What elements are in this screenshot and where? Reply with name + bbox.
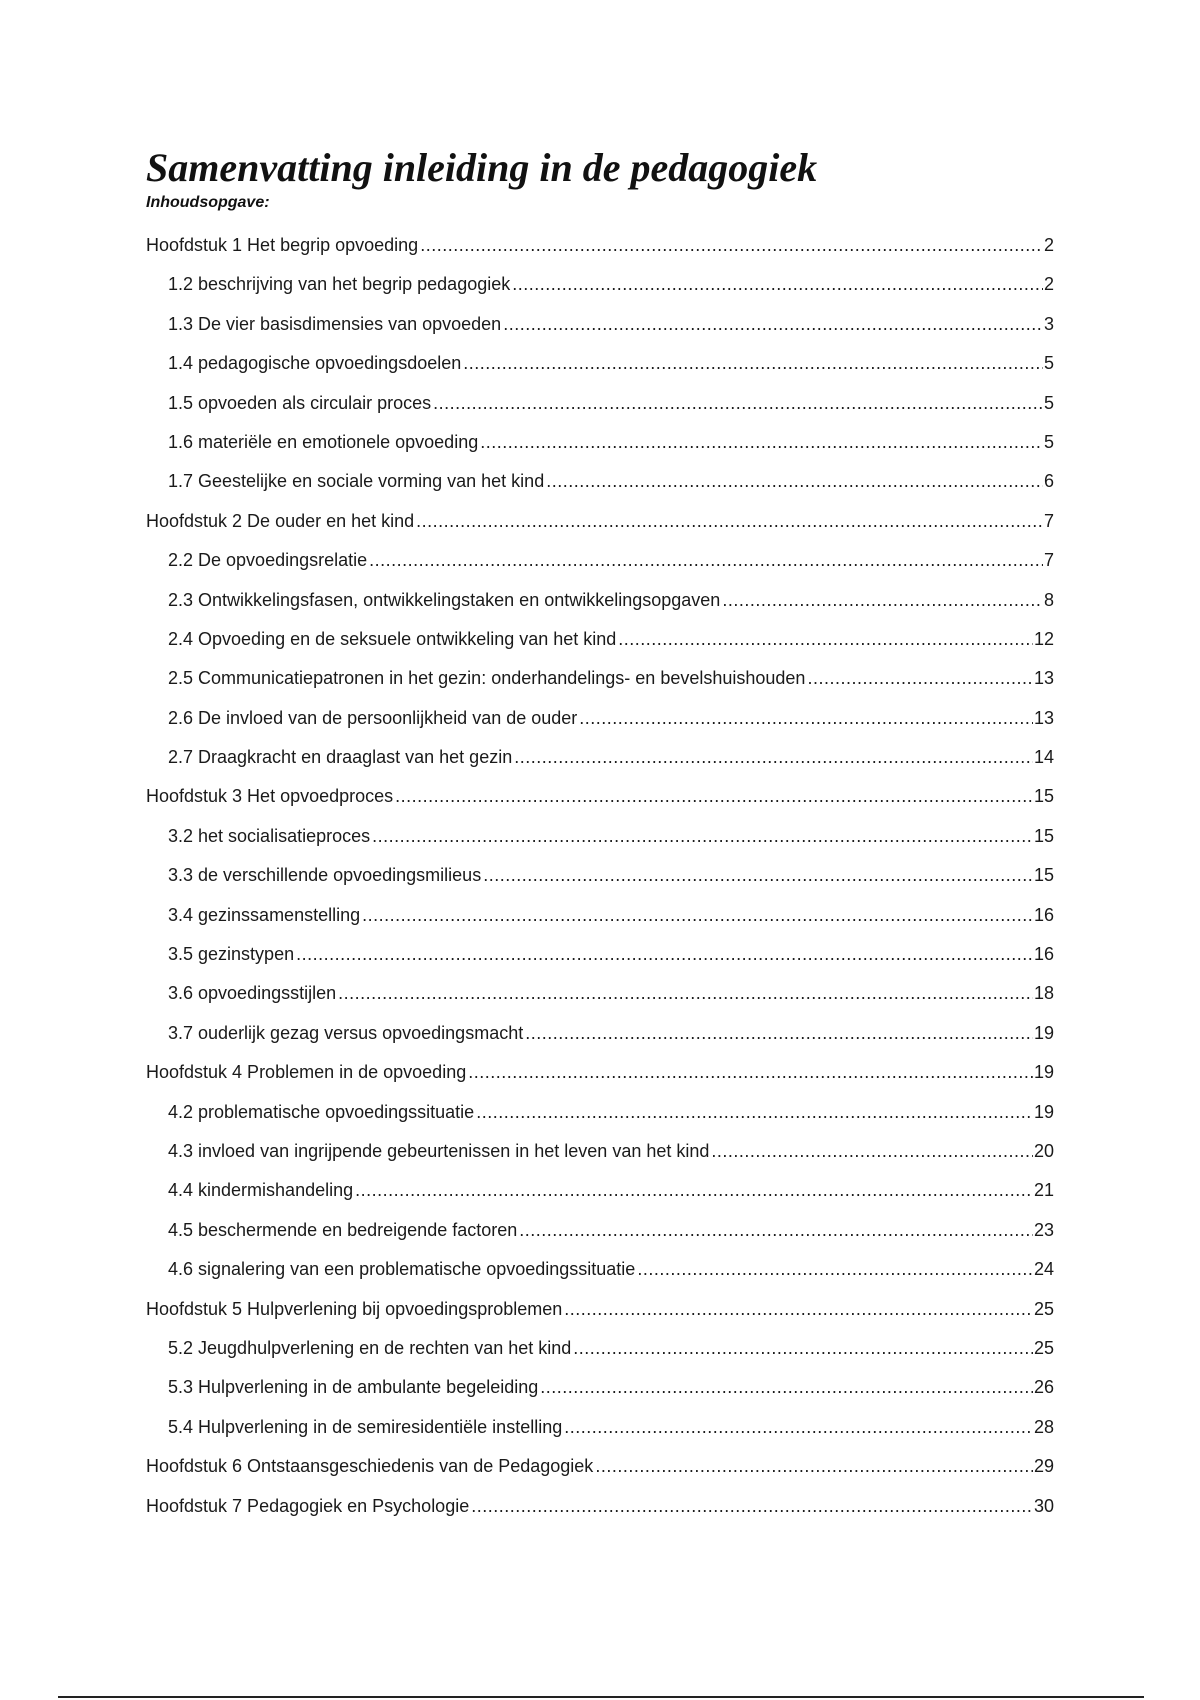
toc-section-entry[interactable] [146, 273, 1054, 312]
toc-entry-label: 5.4 Hulpverlening in de semiresidentiële instelling [168, 1416, 563, 1437]
toc-entry-page-number: 26 [1033, 1377, 1054, 1398]
toc-dot-leader [369, 549, 1043, 571]
toc-dot-leader [468, 1061, 1033, 1083]
toc-section-entry[interactable] [146, 1376, 1054, 1415]
toc-entry-label: 5.2 Jeugdhulpverlening en de rechten van het kind [168, 1337, 572, 1358]
toc-entry-label: 4.5 beschermende en bedreigende factoren [168, 1219, 518, 1240]
toc-entry-page-number: 5 [1043, 353, 1054, 374]
toc-entry-page-number: 3 [1043, 313, 1054, 334]
toc-section-entry[interactable] [146, 352, 1054, 391]
toc-entry-label: 1.3 De vier basisdimensies van opvoeden [168, 313, 502, 334]
toc-entry-label: Hoofdstuk 5 Hulpverlening bij opvoedingsproblemen [146, 1298, 563, 1319]
toc-entry-label: 4.6 signalering van een problematische opvoedingssituatie [168, 1259, 636, 1280]
toc-entry-page-number: 24 [1033, 1259, 1054, 1280]
toc-section-entry[interactable] [146, 1337, 1054, 1376]
toc-entry-page-number: 23 [1033, 1219, 1054, 1240]
toc-entry-page-number: 16 [1033, 944, 1054, 965]
toc-section-entry[interactable] [146, 667, 1054, 706]
toc-entry-page-number: 18 [1033, 983, 1054, 1004]
toc-entry-page-number: 25 [1033, 1337, 1054, 1358]
toc-entry-label: Hoofdstuk 2 De ouder en het kind [146, 510, 415, 531]
toc-dot-leader [296, 943, 1033, 965]
toc-section-entry[interactable] [146, 589, 1054, 628]
table-of-contents [146, 234, 1054, 1534]
toc-entry-page-number: 21 [1033, 1180, 1054, 1201]
toc-entry-label: 1.6 materiële en emotionele opvoeding [168, 431, 479, 452]
toc-chapter-entry[interactable] [146, 234, 1054, 273]
toc-dot-leader [514, 746, 1033, 768]
toc-dot-leader [463, 352, 1043, 374]
toc-entry-label: 1.7 Geestelijke en sociale vorming van het kind [168, 471, 545, 492]
toc-section-entry[interactable] [146, 943, 1054, 982]
toc-dot-leader [564, 1416, 1033, 1438]
toc-entry-label: 4.3 invloed van ingrijpende gebeurtenissen in het leven van het kind [168, 1140, 710, 1161]
toc-section-entry[interactable] [146, 1219, 1054, 1258]
toc-dot-leader [546, 470, 1043, 492]
toc-entry-label: 3.7 ouderlijk gezag versus opvoedingsmacht [168, 1022, 524, 1043]
toc-entry-label: 3.5 gezinstypen [168, 944, 295, 965]
toc-entry-label: 3.6 opvoedingsstijlen [168, 983, 337, 1004]
toc-dot-leader [480, 431, 1043, 453]
toc-entry-page-number: 29 [1033, 1456, 1054, 1477]
toc-entry-page-number: 19 [1033, 1022, 1054, 1043]
toc-entry-page-number: 20 [1033, 1140, 1054, 1161]
toc-dot-leader [433, 392, 1043, 414]
toc-entry-page-number: 14 [1033, 747, 1054, 768]
toc-dot-leader [372, 825, 1033, 847]
toc-entry-page-number: 8 [1043, 589, 1054, 610]
toc-dot-leader [355, 1179, 1033, 1201]
toc-entry-label: Hoofdstuk 7 Pedagogiek en Psychologie [146, 1495, 470, 1516]
toc-entry-page-number: 13 [1033, 707, 1054, 728]
toc-section-entry[interactable] [146, 549, 1054, 588]
toc-dot-leader [416, 510, 1043, 532]
toc-dot-leader [471, 1495, 1033, 1517]
toc-section-entry[interactable] [146, 470, 1054, 509]
toc-section-entry[interactable] [146, 431, 1054, 470]
toc-entry-label: 4.2 problematische opvoedingssituatie [168, 1101, 475, 1122]
toc-section-entry[interactable] [146, 746, 1054, 785]
toc-section-entry[interactable] [146, 1258, 1054, 1297]
toc-entry-page-number: 25 [1033, 1298, 1054, 1319]
toc-entry-page-number: 6 [1043, 471, 1054, 492]
toc-section-entry[interactable] [146, 1179, 1054, 1218]
toc-dot-leader [564, 1298, 1033, 1320]
toc-dot-leader [503, 313, 1043, 335]
toc-section-entry[interactable] [146, 1022, 1054, 1061]
toc-dot-leader [483, 864, 1033, 886]
toc-dot-leader [637, 1258, 1033, 1280]
toc-section-entry[interactable] [146, 864, 1054, 903]
toc-entry-label: 1.5 opvoeden als circulair proces [168, 392, 432, 413]
toc-chapter-entry[interactable] [146, 1061, 1054, 1100]
toc-entry-page-number: 2 [1043, 235, 1054, 255]
toc-entry-label: 3.2 het socialisatieproces [168, 825, 371, 846]
toc-entry-page-number: 2 [1043, 274, 1054, 295]
toc-entry-page-number: 19 [1033, 1101, 1054, 1122]
toc-dot-leader [395, 785, 1033, 807]
toc-chapter-entry[interactable] [146, 1495, 1054, 1534]
toc-section-entry[interactable] [146, 628, 1054, 667]
footer-rule [58, 1696, 1144, 1698]
toc-section-entry[interactable] [146, 1140, 1054, 1179]
document-title: Samenvatting inleiding in de pedagogiek [146, 145, 818, 190]
toc-entry-label: Hoofdstuk 6 Ontstaansgeschiedenis van de Pedagogiek [146, 1456, 594, 1477]
toc-entry-page-number: 15 [1033, 865, 1054, 886]
toc-entry-page-number: 16 [1033, 904, 1054, 925]
toc-entry-label: 2.7 Draagkracht en draaglast van het gezin [168, 747, 513, 768]
toc-entry-label: 2.3 Ontwikkelingsfasen, ontwikkelingstaken en ontwikkelingsopgaven [168, 589, 721, 610]
toc-section-entry[interactable] [146, 825, 1054, 864]
toc-dot-leader [525, 1022, 1033, 1044]
toc-section-entry[interactable] [146, 313, 1054, 352]
toc-dot-leader [579, 707, 1033, 729]
toc-entry-page-number: 30 [1033, 1495, 1054, 1516]
toc-entry-page-number: 5 [1043, 392, 1054, 413]
toc-entry-label: 1.4 pedagogische opvoedingsdoelen [168, 353, 462, 374]
toc-dot-leader [807, 667, 1033, 689]
toc-dot-leader [362, 904, 1033, 926]
toc-entry-label: Hoofdstuk 4 Problemen in de opvoeding [146, 1062, 467, 1083]
toc-entry-page-number: 7 [1043, 510, 1054, 531]
toc-chapter-entry[interactable] [146, 785, 1054, 824]
toc-entry-page-number: 5 [1043, 431, 1054, 452]
toc-entry-label: 5.3 Hulpverlening in de ambulante begeleiding [168, 1377, 539, 1398]
toc-dot-leader [420, 234, 1043, 256]
toc-entry-label: 2.5 Communicatiepatronen in het gezin: onderhandelings- en bevelshuishouden [168, 668, 806, 689]
toc-section-entry[interactable] [146, 1101, 1054, 1140]
toc-chapter-entry[interactable] [146, 1298, 1054, 1337]
toc-entry-label: 3.4 gezinssamenstelling [168, 904, 361, 925]
toc-dot-leader [595, 1455, 1033, 1477]
toc-entry-label: 2.4 Opvoeding en de seksuele ontwikkeling van het kind [168, 628, 617, 649]
toc-entry-label: Hoofdstuk 1 Het begrip opvoeding [146, 235, 419, 255]
toc-dot-leader [519, 1219, 1033, 1241]
toc-entry-page-number: 7 [1043, 550, 1054, 571]
toc-section-entry[interactable] [146, 982, 1054, 1021]
toc-section-entry[interactable] [146, 1416, 1054, 1455]
toc-chapter-entry[interactable] [146, 1455, 1054, 1494]
toc-section-entry[interactable] [146, 392, 1054, 431]
toc-chapter-entry[interactable] [146, 510, 1054, 549]
toc-dot-leader [618, 628, 1033, 650]
toc-entry-label: 1.2 beschrijving van het begrip pedagogiek [168, 274, 511, 295]
toc-dot-leader [512, 273, 1043, 295]
toc-dot-leader [540, 1376, 1033, 1398]
toc-entry-page-number: 15 [1033, 786, 1054, 807]
toc-dot-leader [476, 1101, 1033, 1123]
toc-section-entry[interactable] [146, 707, 1054, 746]
toc-entry-label: 4.4 kindermishandeling [168, 1180, 354, 1201]
toc-entry-page-number: 13 [1033, 668, 1054, 689]
toc-entry-label: Hoofdstuk 3 Het opvoedproces [146, 786, 394, 807]
toc-entry-page-number: 28 [1033, 1416, 1054, 1437]
toc-entry-label: 3.3 de verschillende opvoedingsmilieus [168, 865, 482, 886]
toc-entry-page-number: 15 [1033, 825, 1054, 846]
toc-dot-leader [722, 589, 1043, 611]
toc-dot-leader [573, 1337, 1033, 1359]
toc-entry-page-number: 19 [1033, 1062, 1054, 1083]
toc-section-entry[interactable] [146, 904, 1054, 943]
toc-entry-label: 2.2 De opvoedingsrelatie [168, 550, 368, 571]
toc-entry-page-number: 12 [1033, 628, 1054, 649]
toc-dot-leader [711, 1140, 1033, 1162]
toc-heading: Inhoudsopgave: [146, 194, 270, 211]
toc-entry-label: 2.6 De invloed van de persoonlijkheid van de ouder [168, 707, 578, 728]
toc-dot-leader [338, 982, 1033, 1004]
